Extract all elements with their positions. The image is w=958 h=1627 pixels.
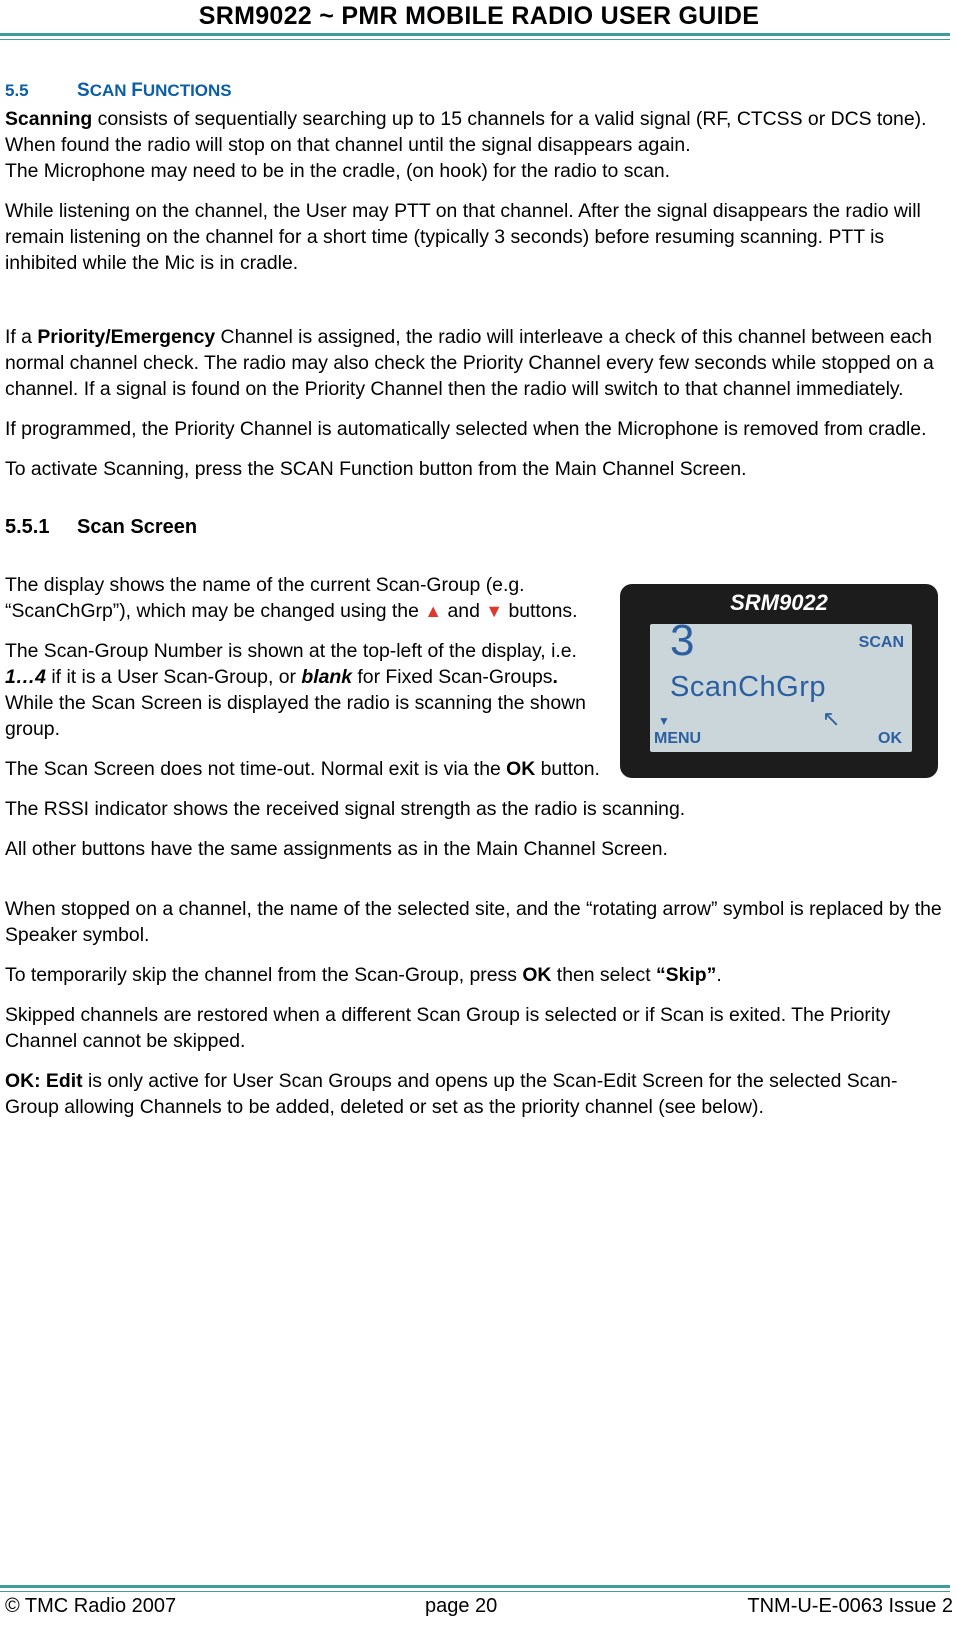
up-triangle-icon: ▲ [424, 601, 443, 621]
paragraph-restored: Skipped channels are restored when a different Scan Group is selected or if Scan is exited. The Priority Channel cannot be skipped. [5, 1004, 891, 1052]
paragraph-group-number: The Scan-Group Number is shown at the top-left of the display, i.e. 1…4 if it is a User Scan-Group, or blank for Fixed Scan-Groups. While the Scan Screen is displayed the radio is scanning the shown group. [5, 640, 586, 740]
page-header [0, 0, 958, 36]
scan-group-name: ScanChGrp [670, 671, 827, 703]
footer-doc-id: TNM-U-E-0063 Issue 2 [747, 1595, 953, 1617]
paragraph-timeout: The Scan Screen does not time-out. Normal exit is via the OK button. [5, 758, 600, 780]
footer-rule [0, 1585, 950, 1588]
radio-model-label: SRM9022 [730, 590, 828, 615]
ok-softkey-label: OK [878, 730, 902, 747]
paragraph-display: The display shows the name of the current Scan-Group (e.g. “ScanChGrp”), which may be changed using the ▲ and ▼ buttons. [5, 574, 578, 622]
subsection-heading: 5.5.1 Scan Screen [5, 516, 198, 538]
paragraph-stopped: When stopped on a channel, the name of the selected site, and the “rotating arrow” symbol is replaced by the Speaker symbol. [5, 898, 942, 946]
paragraph-scanning: Scanning consists of sequentially searching up to 15 channels for a valid signal (RF, CTCSS or DCS tone). When found the radio will stop on that channel until the signal disappears again. [5, 108, 927, 156]
document-body [5, 78, 950, 1134]
header-rule [0, 33, 950, 36]
page-title: SRM9022 ~ PMR MOBILE RADIO USER GUIDE [198, 2, 760, 30]
paragraph-rssi: The RSSI indicator shows the received signal strength as the radio is scanning. [5, 798, 686, 820]
paragraph-listening: While listening on the channel, the User may PTT on that channel. After the signal disappears the radio will remain listening on the channel for a short time (typically 3 seconds) before resuming scanning. PTT is inhibited while the Mic is in cradle. [5, 200, 921, 274]
paragraph-ok-edit: OK: Edit is only active for User Scan Groups and opens up the Scan-Edit Screen for the selected Scan-Group allowing Channels to be added, deleted or set as the priority channel (see below). [5, 1070, 898, 1118]
lcd-screen [650, 616, 912, 752]
footer-page-number: page 20 [425, 1595, 498, 1617]
radio-display-image [620, 584, 938, 778]
paragraph-other-buttons: All other buttons have the same assignments as in the Main Channel Screen. [5, 838, 668, 860]
paragraph-activate: To activate Scanning, press the SCAN Function button from the Main Channel Screen. [5, 458, 747, 480]
paragraph-priority-mic: If programmed, the Priority Channel is automatically selected when the Microphone is removed from cradle. [5, 418, 927, 440]
rotating-arrow-icon: ↖ [822, 706, 841, 731]
scan-indicator: SCAN [858, 634, 904, 651]
section-number: 5.5 [5, 81, 29, 100]
paragraph-skip: To temporarily skip the channel from the Scan-Group, press OK then select “Skip”. [5, 964, 722, 986]
paragraph-priority: If a Priority/Emergency Channel is assigned, the radio will interleave a check of this channel between each normal channel check. The radio may also check the Priority Channel every few seconds while stopped on a channel. If a signal is found on the Priority Channel then the radio will switch to that channel immediately. [5, 326, 934, 400]
scan-group-number: 3 [670, 616, 695, 665]
section-heading: 5.5 SCAN FUNCTIONS [5, 78, 950, 104]
down-triangle-icon: ▼ [485, 601, 504, 621]
footer-rule-thin [0, 1591, 950, 1592]
footer-copyright: © TMC Radio 2007 [5, 1595, 177, 1617]
scan-screen-block [5, 572, 950, 747]
header-rule-thin [0, 39, 950, 40]
menu-down-icon: ▼ [658, 714, 670, 728]
paragraph-microphone: The Microphone may need to be in the cradle, (on hook) for the radio to scan. [5, 160, 671, 182]
menu-softkey-label: MENU [654, 730, 702, 747]
